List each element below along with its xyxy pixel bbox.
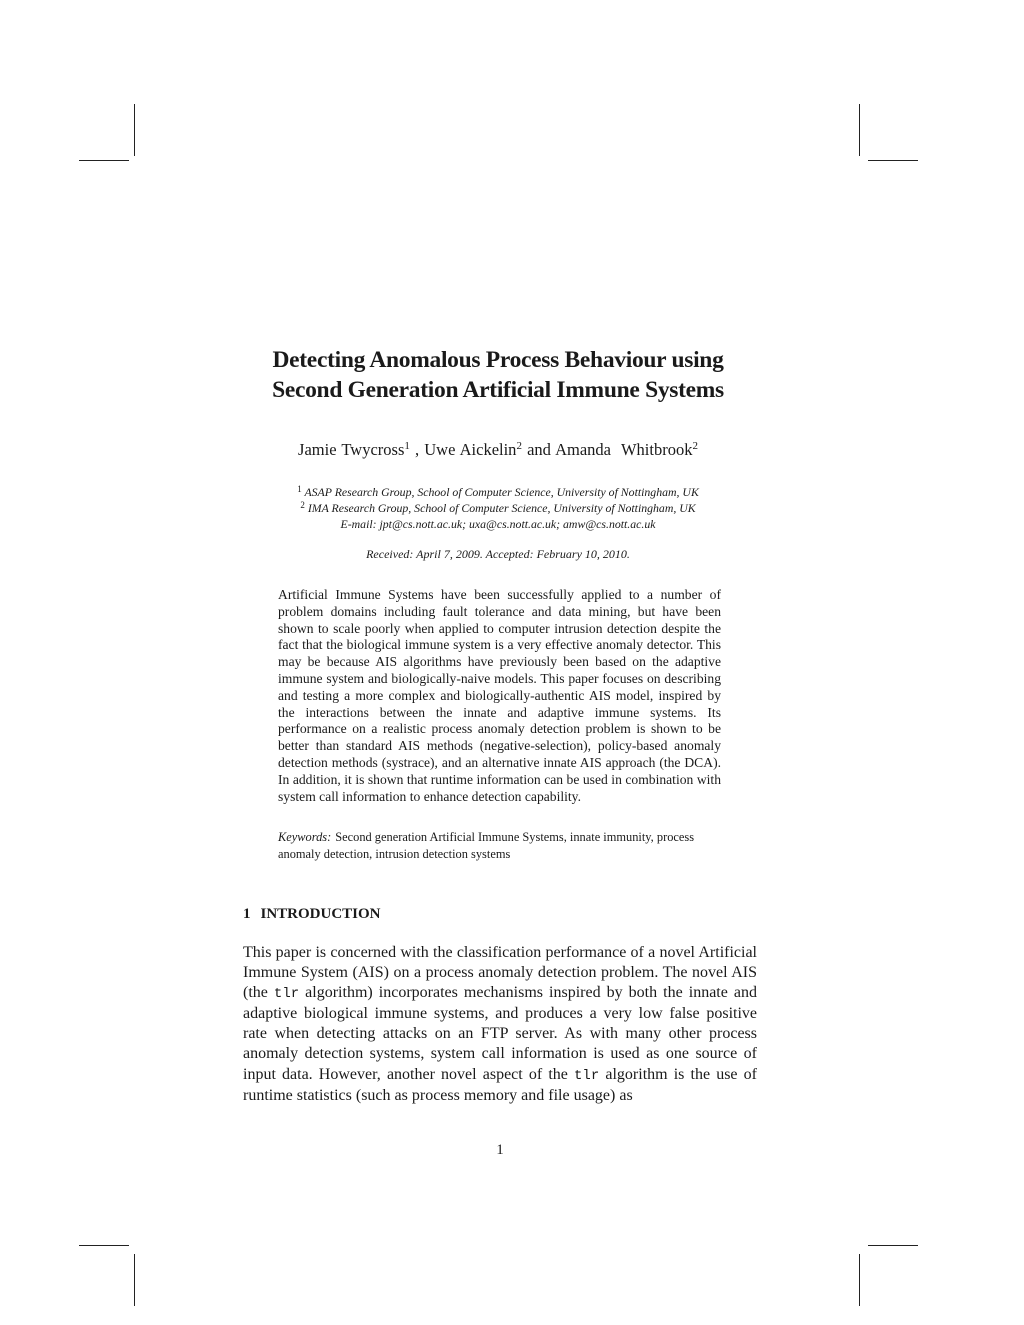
paper-title-line-2: Second Generation Artificial Immune Systems (272, 377, 724, 403)
crop-mark-bottom-left-horizontal (79, 1245, 129, 1246)
author-name: Uwe Aickelin (424, 440, 517, 459)
author-affiliation-mark: 1 (404, 440, 410, 452)
author-emails: E-mail: jpt@cs.nott.ac.uk; uxa@cs.nott.ac.uk; amw@cs.nott.ac.uk (340, 517, 656, 531)
section-title: INTRODUCTION (260, 906, 381, 922)
paper-title (200, 345, 796, 405)
section-number: 1 (243, 906, 251, 922)
algorithm-name-code: tlr (273, 986, 300, 1003)
crop-mark-top-left-horizontal (79, 160, 129, 161)
affiliations (200, 484, 796, 532)
crop-mark-bottom-right-horizontal (868, 1245, 918, 1246)
affiliation-1-mark: 1 (297, 484, 302, 494)
crop-mark-top-right-vertical (859, 104, 860, 156)
affiliation-2 (200, 500, 796, 516)
intro-text-part-3: algorithm is the use of runtime statistics (such as process memory and file usage) as (243, 1065, 757, 1104)
keywords-label: Keywords: (278, 830, 332, 844)
abstract: Artificial Immune Systems have been successfully applied to a number of problem domains including fault tolerance and data mining, but have been shown to scale poorly when applied to computer intrusion detection despite the fact that the biological immune system is a very effective anomaly detector. This may be because AIS algorithms have previously been based on the adaptive immune system and biologically-naive models. This paper focuses on describing and testing a more complex and biologically-authentic AIS model, inspired by the interactions between the innate and adaptive immune systems. Its performance on a realistic process anomaly detection problem is shown to be better than standard AIS methods (negative-selection), policy-based anomaly detection methods (systrace), and an alternative innate AIS approach (the DCA). In addition, it is shown that runtime information can be used in combination with system call information to enhance detection capability. (278, 587, 721, 804)
author-affiliation-mark: 2 (516, 440, 522, 452)
keywords (278, 829, 721, 863)
received-accepted-dates: Received: April 7, 2009. Accepted: February 10, 2010. (366, 547, 630, 561)
author-separator: and (521, 440, 556, 459)
affiliation-2-text: IMA Research Group, School of Computer Science, University of Nottingham, UK (307, 501, 696, 515)
crop-mark-bottom-right-vertical (859, 1254, 860, 1306)
crop-mark-top-left-vertical (134, 104, 135, 156)
keywords-text: Second generation Artificial Immune Systems, innate immunity, process anomaly detection, intrusion detection systems (278, 830, 695, 861)
introduction-paragraph (243, 943, 757, 1106)
author-affiliation-mark: 2 (692, 440, 698, 452)
affiliation-2-mark: 2 (300, 500, 305, 510)
affiliation-1-text: ASAP Research Group, School of Computer Science, University of Nottingham, UK (304, 485, 699, 499)
paper-title-line-1: Detecting Anomalous Process Behaviour using (272, 347, 724, 373)
algorithm-name-code: tlr (574, 1067, 600, 1084)
intro-text-part-2: algorithm) incorporates mechanisms inspired by both the innate and adaptive biological immune systems, and produces a very low false positive rate when detecting attacks on an FTP server. As with many other process anomaly detection systems, system call information is used as one source of input data. However, another novel aspect of the (243, 984, 757, 1083)
author-list (200, 440, 796, 460)
affiliation-1 (200, 484, 796, 500)
author-separator: , (409, 440, 425, 459)
author-name: Jamie Twycross (298, 440, 405, 459)
section-heading (243, 906, 381, 923)
intro-text-part-1: This paper is concerned with the classification performance of a novel Artificial Immune System (AIS) on a process anomaly detection problem. The novel AIS (the (243, 944, 757, 1002)
page-number: 1 (496, 1142, 504, 1158)
author-name: Amanda Whitbrook (555, 440, 693, 459)
crop-mark-top-right-horizontal (868, 160, 918, 161)
crop-mark-bottom-left-vertical (134, 1254, 135, 1306)
